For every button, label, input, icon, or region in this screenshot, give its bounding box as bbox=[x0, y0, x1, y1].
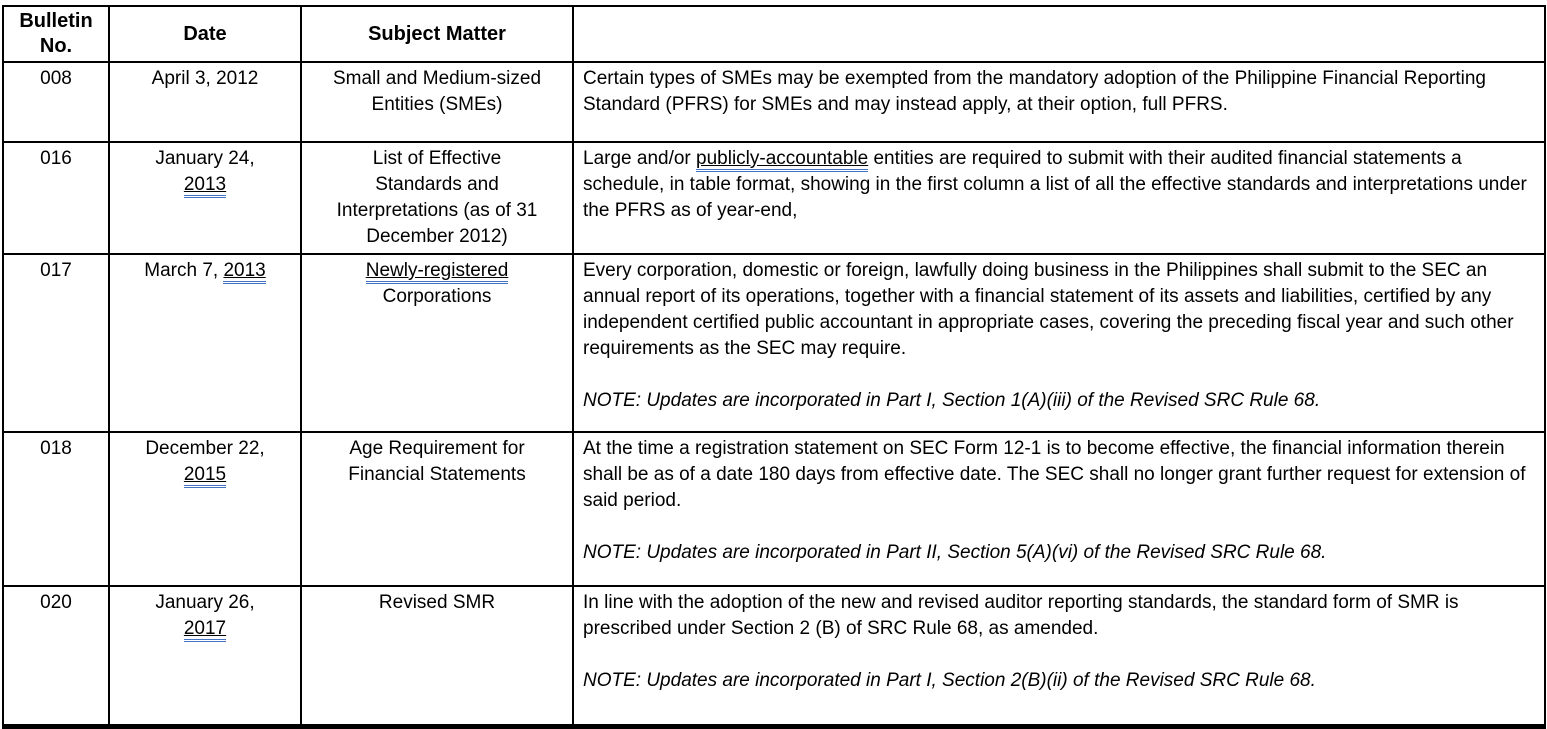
table-row bbox=[3, 62, 1545, 142]
date-cell bbox=[109, 432, 301, 586]
subject-line bbox=[308, 146, 566, 172]
subject-matter-cell bbox=[301, 254, 573, 432]
description-paragraph bbox=[583, 258, 1530, 362]
text-segment: NOTE: Updates are incorporated in Part II, Section 5(A)(vi) of the Revised SRC Rule 68. bbox=[583, 542, 1327, 563]
bulletin-no-cell: 016 bbox=[3, 142, 109, 254]
subject-matter-cell bbox=[301, 62, 573, 142]
text-segment: Age Requirement for bbox=[349, 438, 525, 459]
date-line bbox=[116, 462, 294, 488]
text-segment: Small and Medium-sized bbox=[332, 68, 542, 89]
subject-line bbox=[308, 172, 566, 198]
text-segment: Financial Statements bbox=[348, 464, 526, 485]
description-cell bbox=[573, 142, 1545, 254]
text-segment: Interpretations (as of 31 bbox=[336, 200, 538, 221]
text-segment: Entities (SMEs) bbox=[371, 94, 503, 115]
header-subject-matter: Subject Matter bbox=[301, 6, 573, 62]
date-cell bbox=[109, 586, 301, 726]
grammar-underlined-text: 2013 bbox=[223, 260, 265, 284]
subject-line bbox=[308, 198, 566, 224]
description-paragraph bbox=[583, 590, 1530, 642]
text-segment: March 7, bbox=[144, 260, 224, 281]
grammar-underlined-text: publicly-accountable bbox=[696, 148, 868, 172]
header-row bbox=[3, 6, 1545, 62]
text-segment: NOTE: Updates are incorporated in Part I, Section 2(B)(ii) of the Revised SRC Rule 68. bbox=[583, 670, 1316, 691]
note-paragraph bbox=[583, 668, 1530, 694]
grammar-underlined-text: Newly-registered bbox=[366, 260, 509, 284]
table-row bbox=[3, 142, 1545, 254]
date-cell bbox=[109, 254, 301, 432]
date-line bbox=[116, 146, 294, 172]
grammar-underlined-text: 2017 bbox=[184, 618, 226, 642]
subject-matter-cell bbox=[301, 432, 573, 586]
text-segment: April 3, 2012 bbox=[151, 68, 259, 89]
text-segment: December 2012) bbox=[366, 226, 508, 247]
text-segment: January 26, bbox=[155, 592, 255, 613]
text-segment: Certain types of SMEs may be exempted from the mandatory adoption of the Philippine Financial Reporting Standard (PFRS) for SMEs and may instead apply, at their option, full PFRS. bbox=[583, 68, 1486, 115]
bulletin-table bbox=[2, 5, 1546, 729]
subject-matter-cell bbox=[301, 586, 573, 726]
subject-line bbox=[308, 462, 566, 488]
table-row bbox=[3, 254, 1545, 432]
date-line bbox=[116, 616, 294, 642]
bulletin-no-cell: 017 bbox=[3, 254, 109, 432]
text-segment: Revised SMR bbox=[378, 592, 496, 613]
date-line bbox=[116, 590, 294, 616]
date-cell bbox=[109, 62, 301, 142]
text-segment: NOTE: Updates are incorporated in Part I, Section 1(A)(iii) of the Revised SRC Rule 68. bbox=[583, 390, 1321, 411]
text-segment: entities are required to submit with their audited financial statements a schedule, in table format, showing in the first column a list of all the effective standards and interpretations under the PFRS as of year-end, bbox=[583, 148, 1527, 221]
description-cell bbox=[573, 586, 1545, 726]
grammar-underlined-text: 2015 bbox=[184, 464, 226, 488]
note-paragraph bbox=[583, 540, 1530, 566]
text-segment: Standards and bbox=[375, 174, 499, 195]
subject-line bbox=[308, 92, 566, 118]
subject-line bbox=[308, 66, 566, 92]
date-line bbox=[116, 258, 294, 284]
text-segment: Every corporation, domestic or foreign, lawfully doing business in the Philippines shall submit to the SEC an annual report of its operations, together with a financial statement of its assets and liabilities, certified by any independent certified public accountant in appropriate cases, covering the preceding fiscal year and such other requirements as the SEC may require. bbox=[583, 260, 1514, 359]
description-paragraph bbox=[583, 66, 1530, 118]
subject-matter-cell bbox=[301, 142, 573, 254]
header-description-empty bbox=[573, 6, 1545, 62]
bulletin-table-body bbox=[3, 62, 1545, 726]
date-line bbox=[116, 436, 294, 462]
text-segment: Large and/or bbox=[583, 148, 697, 169]
text-segment: At the time a registration statement on SEC Form 12-1 is to become effective, the financial information therein shall be as of a date 180 days from effective date. The SEC shall no longer grant further request for extension of said period. bbox=[583, 438, 1526, 511]
text-segment: January 24, bbox=[155, 148, 255, 169]
description-paragraph bbox=[583, 436, 1530, 514]
subject-line bbox=[308, 224, 566, 250]
description-paragraph bbox=[583, 146, 1530, 224]
bulletin-no-cell: 018 bbox=[3, 432, 109, 586]
table-row bbox=[3, 586, 1545, 726]
subject-line bbox=[308, 284, 566, 310]
description-cell bbox=[573, 432, 1545, 586]
table-row bbox=[3, 432, 1545, 586]
text-segment: Corporations bbox=[382, 286, 492, 307]
date-line bbox=[116, 172, 294, 198]
description-cell bbox=[573, 254, 1545, 432]
grammar-underlined-text: 2013 bbox=[184, 174, 226, 198]
note-paragraph bbox=[583, 388, 1530, 414]
header-bulletin-no: Bulletin No. bbox=[3, 6, 109, 62]
subject-line bbox=[308, 436, 566, 462]
date-cell bbox=[109, 142, 301, 254]
subject-line bbox=[308, 258, 566, 284]
text-segment: December 22, bbox=[145, 438, 265, 459]
bulletin-no-cell: 020 bbox=[3, 586, 109, 726]
bulletin-no-cell: 008 bbox=[3, 62, 109, 142]
subject-line bbox=[308, 590, 566, 616]
text-segment: In line with the adoption of the new and revised auditor reporting standards, the standard form of SMR is prescribed under Section 2 (B) of SRC Rule 68, as amended. bbox=[583, 592, 1459, 639]
text-segment: List of Effective bbox=[372, 148, 502, 169]
header-date: Date bbox=[109, 6, 301, 62]
description-cell bbox=[573, 62, 1545, 142]
date-line bbox=[116, 66, 294, 92]
